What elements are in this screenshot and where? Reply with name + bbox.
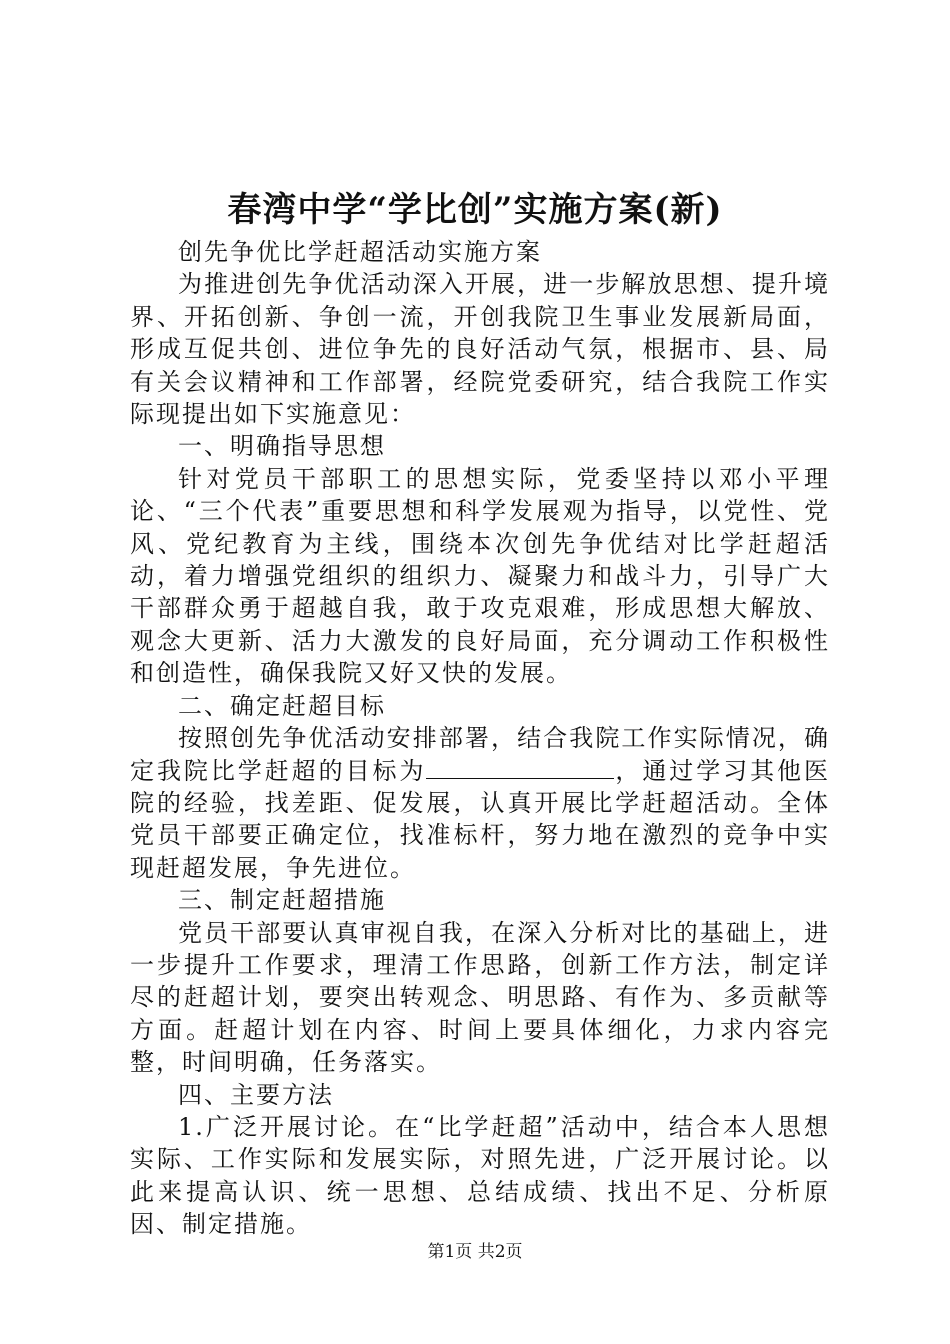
page-footer: 第1页 共2页 bbox=[427, 1242, 523, 1262]
document-subtitle: 创先争优比学赶超活动实施方案 bbox=[178, 238, 542, 266]
section-heading-3: 三、制定赶超措施 bbox=[178, 886, 386, 915]
section-text-2-before-blank: 按照创先争优活动安排部署，结合我院工作实际情况，确定我院比学赶超的目标为 bbox=[130, 724, 830, 785]
document-body bbox=[130, 236, 830, 1241]
document-title: 春湾中学“学比创”实施方案(新) bbox=[227, 190, 723, 230]
fill-in-blank bbox=[426, 756, 614, 779]
section-text-2-after-blank: ，通过学习其他医院的经验，找差距、促发展，认真开展比学赶超活动。全体党员干部要正确定位，找准标杆，努力地在激烈的竞争中实现赶超发展，争先进位。 bbox=[130, 756, 831, 882]
intro-paragraph: 为推进创先争优活动深入开展，进一步解放思想、提升境界、开拓创新、争创一流，开创我院卫生事业发展新局面，形成互促共创、进位争先的良好活动气氛，根据市、县、局有关会议精神和工作部署，经院党委研究，结合我院工作实际现提出如下实施意见： bbox=[130, 270, 830, 429]
section-text-3: 党员干部要认真审视自我，在深入分析对比的基础上，进一步提升工作要求，理清工作思路，创新工作方法，制定详尽的赶超计划，要突出转观念、明思路、有作为、多贡献等方面。赶超计划在内容、时间上要具体细化，力求内容完整，时间明确，任务落实。 bbox=[130, 918, 830, 1077]
section-heading-2: 二、确定赶超目标 bbox=[178, 691, 386, 720]
section-heading-1: 一、明确指导思想 bbox=[178, 432, 386, 461]
section-heading-4: 四、主要方法 bbox=[178, 1080, 334, 1109]
section-text-4: 1.广泛开展讨论。在“比学赶超”活动中，结合本人思想实际、工作实际和发展实际，对照先进，广泛开展讨论。以此来提高认识、统一思想、总结成绩、找出不足、分析原因、制定措施。 bbox=[130, 1112, 830, 1239]
section-text-1: 针对党员干部职工的思想实际，党委坚持以邓小平理论、“三个代表”重要思想和科学发展观为指导，以党性、党风、党纪教育为主线，围绕本次创先争优结对比学赶超活动，着力增强党组织的组织力、凝聚力和战斗力，引导广大干部群众勇于超越自我，敢于攻克艰难，形成思想大解放、观念大更新、活力大激发的良好局面，充分调动工作积极性和创造性，确保我院又好又快的发展。 bbox=[130, 464, 830, 688]
section-text-2 bbox=[130, 722, 830, 884]
